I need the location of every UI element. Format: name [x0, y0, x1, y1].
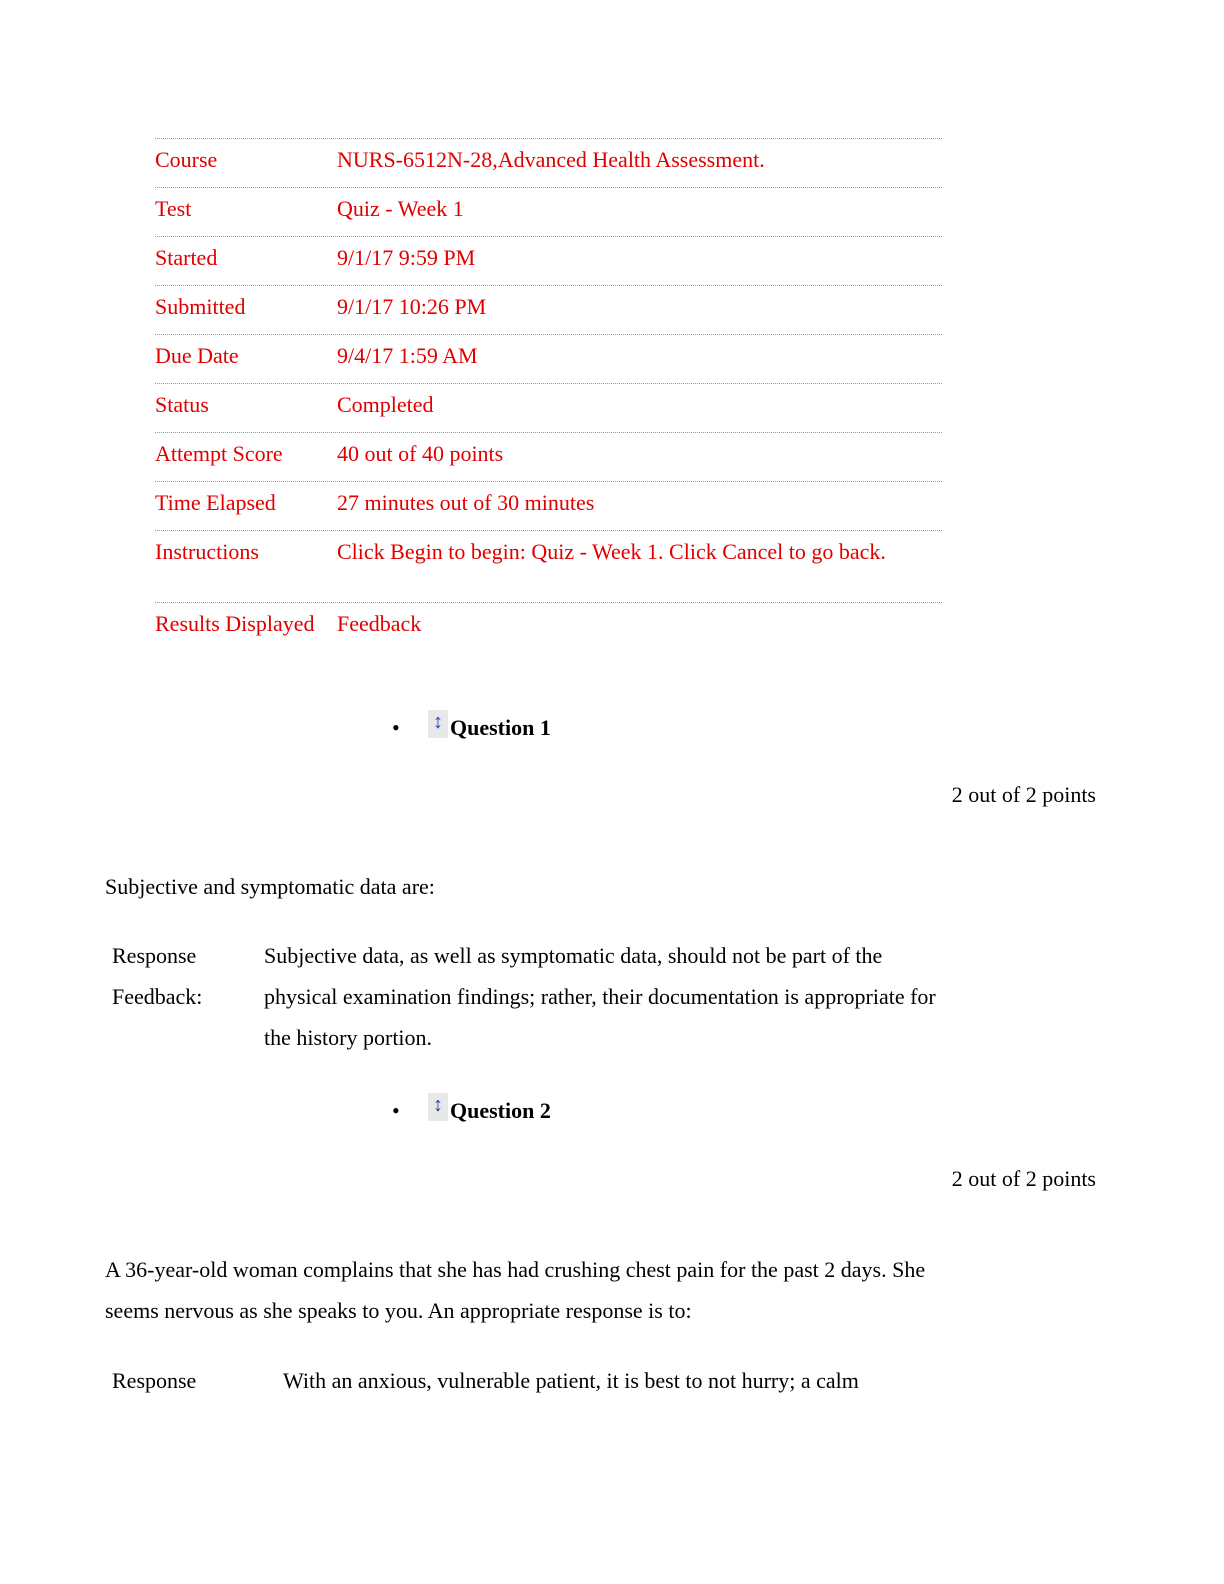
question-text: Subjective and symptomatic data are:	[105, 874, 435, 899]
question-2-heading	[392, 1094, 551, 1125]
question-points: 2 out of 2 points	[951, 782, 1096, 807]
summary-row-started	[155, 236, 942, 284]
summary-row-attempt-score	[155, 432, 942, 480]
summary-label: Submitted	[155, 294, 246, 319]
feedback-line: Subjective data, as well as symptomatic data, should not be part of the	[264, 943, 883, 968]
summary-row-test	[155, 187, 942, 235]
question-text	[105, 1249, 1025, 1331]
summary-label: Test	[155, 196, 192, 221]
summary-value: 9/1/17 9:59 PM	[337, 245, 476, 270]
question-1-heading	[392, 711, 551, 742]
feedback-line: physical examination findings; rather, their documentation is appropriate for	[264, 984, 936, 1009]
summary-label: Started	[155, 245, 218, 270]
feedback-label-line: Response	[112, 943, 197, 968]
summary-label: Due Date	[155, 343, 239, 368]
response-feedback-label	[112, 935, 242, 1017]
summary-value: 9/4/17 1:59 AM	[337, 343, 478, 368]
summary-row-due-date	[155, 334, 942, 382]
summary-value: 9/1/17 10:26 PM	[337, 294, 487, 319]
up-down-arrow-icon[interactable]: ↕	[428, 1093, 448, 1121]
question-text-line: A 36-year-old woman complains that she has had crushing chest pain for the past 2 days. She	[105, 1257, 926, 1282]
response-feedback-label	[112, 1360, 242, 1401]
summary-label: Time Elapsed	[155, 490, 276, 515]
summary-row-results-displayed	[155, 602, 942, 650]
question-title: Question 1	[450, 715, 551, 740]
feedback-label-line: Feedback:	[112, 984, 203, 1009]
bullet: •	[392, 715, 400, 740]
question-points: 2 out of 2 points	[951, 1166, 1096, 1191]
summary-label: Course	[155, 147, 218, 172]
question-text-line: seems nervous as she speaks to you. An appropriate response is to:	[105, 1298, 692, 1323]
summary-label: Instructions	[155, 539, 259, 564]
summary-row-time-elapsed	[155, 481, 942, 529]
feedback-line: With an anxious, vulnerable patient, it is best to not hurry; a calm	[283, 1368, 859, 1393]
summary-row-status	[155, 383, 942, 431]
summary-value: Quiz - Week 1	[337, 196, 464, 221]
summary-label: Attempt Score	[155, 441, 283, 466]
up-down-arrow-icon[interactable]: ↕	[428, 710, 448, 738]
summary-label: Results Displayed	[155, 611, 315, 636]
summary-label: Status	[155, 392, 209, 417]
question-title: Question 2	[450, 1098, 551, 1123]
response-feedback-text	[264, 935, 1024, 1058]
feedback-line: the history portion.	[264, 1025, 433, 1050]
summary-row-submitted	[155, 285, 942, 333]
test-summary-table	[155, 137, 942, 650]
bullet: •	[392, 1098, 400, 1123]
response-feedback-text	[283, 1360, 1023, 1401]
summary-row-instructions	[155, 530, 942, 601]
summary-value: NURS-6512N-28,Advanced Health Assessment.	[337, 147, 765, 172]
summary-value: Feedback	[337, 611, 422, 636]
summary-row-course	[155, 138, 942, 186]
summary-value: Click Begin to begin: Quiz - Week 1. Click Cancel to go back.	[337, 539, 886, 564]
feedback-label-line: Response	[112, 1368, 197, 1393]
summary-value: 40 out of 40 points	[337, 441, 504, 466]
summary-value: Completed	[337, 392, 434, 417]
summary-value: 27 minutes out of 30 minutes	[337, 490, 595, 515]
